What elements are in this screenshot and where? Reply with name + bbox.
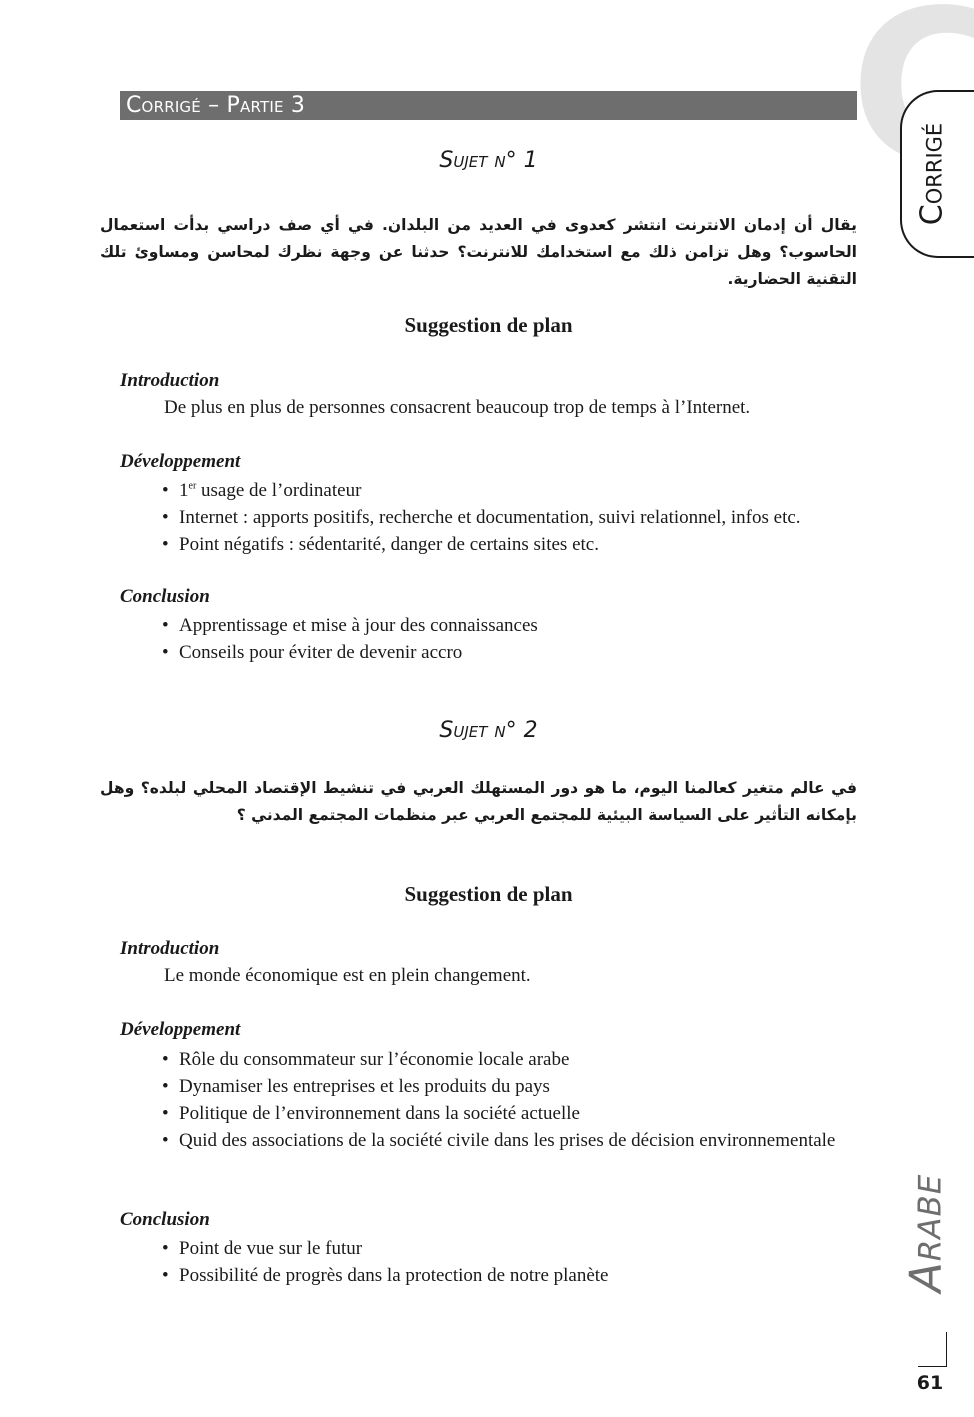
sujet-2-introduction-text: Le monde économique est en plein changement. bbox=[164, 965, 531, 986]
sujet-2-conclusion-heading: Conclusion bbox=[120, 1209, 210, 1230]
corrige-side-label: Corrigé bbox=[914, 122, 950, 226]
page-number-bracket bbox=[918, 1332, 947, 1367]
sujet-1-conclusion-heading: Conclusion bbox=[120, 586, 210, 607]
list-item: • Rôle du consommateur sur l’économie locale arabe bbox=[162, 1046, 857, 1073]
sujet-2-plan-title: Suggestion de plan bbox=[404, 882, 573, 906]
list-item: • Dynamiser les entreprises et les produits du pays bbox=[162, 1073, 857, 1100]
sujet-2-introduction-heading: Introduction bbox=[120, 938, 220, 959]
list-item: • Quid des associations de la société civile dans les prises de décision environnementale bbox=[162, 1127, 857, 1154]
page-number: 61 bbox=[916, 1372, 944, 1394]
sujet-1-introduction-heading: Introduction bbox=[120, 370, 220, 391]
sujet-1-plan-title: Suggestion de plan bbox=[404, 313, 573, 337]
list-item: • Internet : apports positifs, recherche et documentation, suivi relationnel, infos etc. bbox=[162, 504, 801, 531]
list-item: • Point de vue sur le futur bbox=[162, 1235, 609, 1262]
sujet-2-arabic-question: في عالم متغير كعالمنا اليوم، ما هو دور المستهلك العربي في تنشيط الإقتصاد المحلي لبلده؟ وهل بإمكانه التأثير على السياسة البيئية للمجتمع العربي عبر منظمات المجتمع المدني ؟ bbox=[100, 779, 857, 824]
list-item: • Apprentissage et mise à jour des connaissances bbox=[162, 612, 538, 639]
sujet-1-developpement-heading: Développement bbox=[120, 451, 241, 472]
sujet-1-arabic-question: يقال أن إدمان الانترنت انتشر كعدوى في العديد من البلدان. في أي صف دراسي بدأت استعمال الحاسوب؟ وهل تزامن ذلك مع استخدامك للانترنت؟ حدثنا عن وجهة نظرك لمحاسن ومساوئ تلك التقنية الحضارية. bbox=[100, 216, 857, 288]
sujet-1-conclusion-list bbox=[162, 612, 538, 666]
sujet-2-title: Sujet n° 2 bbox=[439, 718, 538, 743]
sujet-1-title: Sujet n° 1 bbox=[439, 148, 538, 173]
sujet-2-conclusion-list bbox=[162, 1235, 609, 1289]
list-item: • Politique de l’environnement dans la société actuelle bbox=[162, 1100, 857, 1127]
sujet-1-introduction-text: De plus en plus de personnes consacrent beaucoup trop de temps à l’Internet. bbox=[164, 397, 751, 418]
list-item: • Conseils pour éviter de devenir accro bbox=[162, 639, 538, 666]
list-item: • Possibilité de progrès dans la protection de notre planète bbox=[162, 1262, 609, 1289]
first-usage-text: usage de l’ordinateur bbox=[196, 480, 362, 501]
sujet-2-developpement-heading: Développement bbox=[120, 1019, 241, 1040]
first-usage-number: 1 bbox=[179, 480, 189, 501]
section-header-bar: Corrigé – Partie 3 bbox=[120, 91, 857, 120]
list-item: • Point négatifs : sédentarité, danger de certains sites etc. bbox=[162, 531, 801, 558]
arabe-side-label: Arabe bbox=[900, 1173, 952, 1293]
sujet-1-developpement-list bbox=[162, 477, 801, 558]
sujet-2-developpement-list bbox=[162, 1046, 857, 1154]
first-usage-superscript: er bbox=[188, 480, 197, 492]
list-item bbox=[162, 477, 801, 504]
